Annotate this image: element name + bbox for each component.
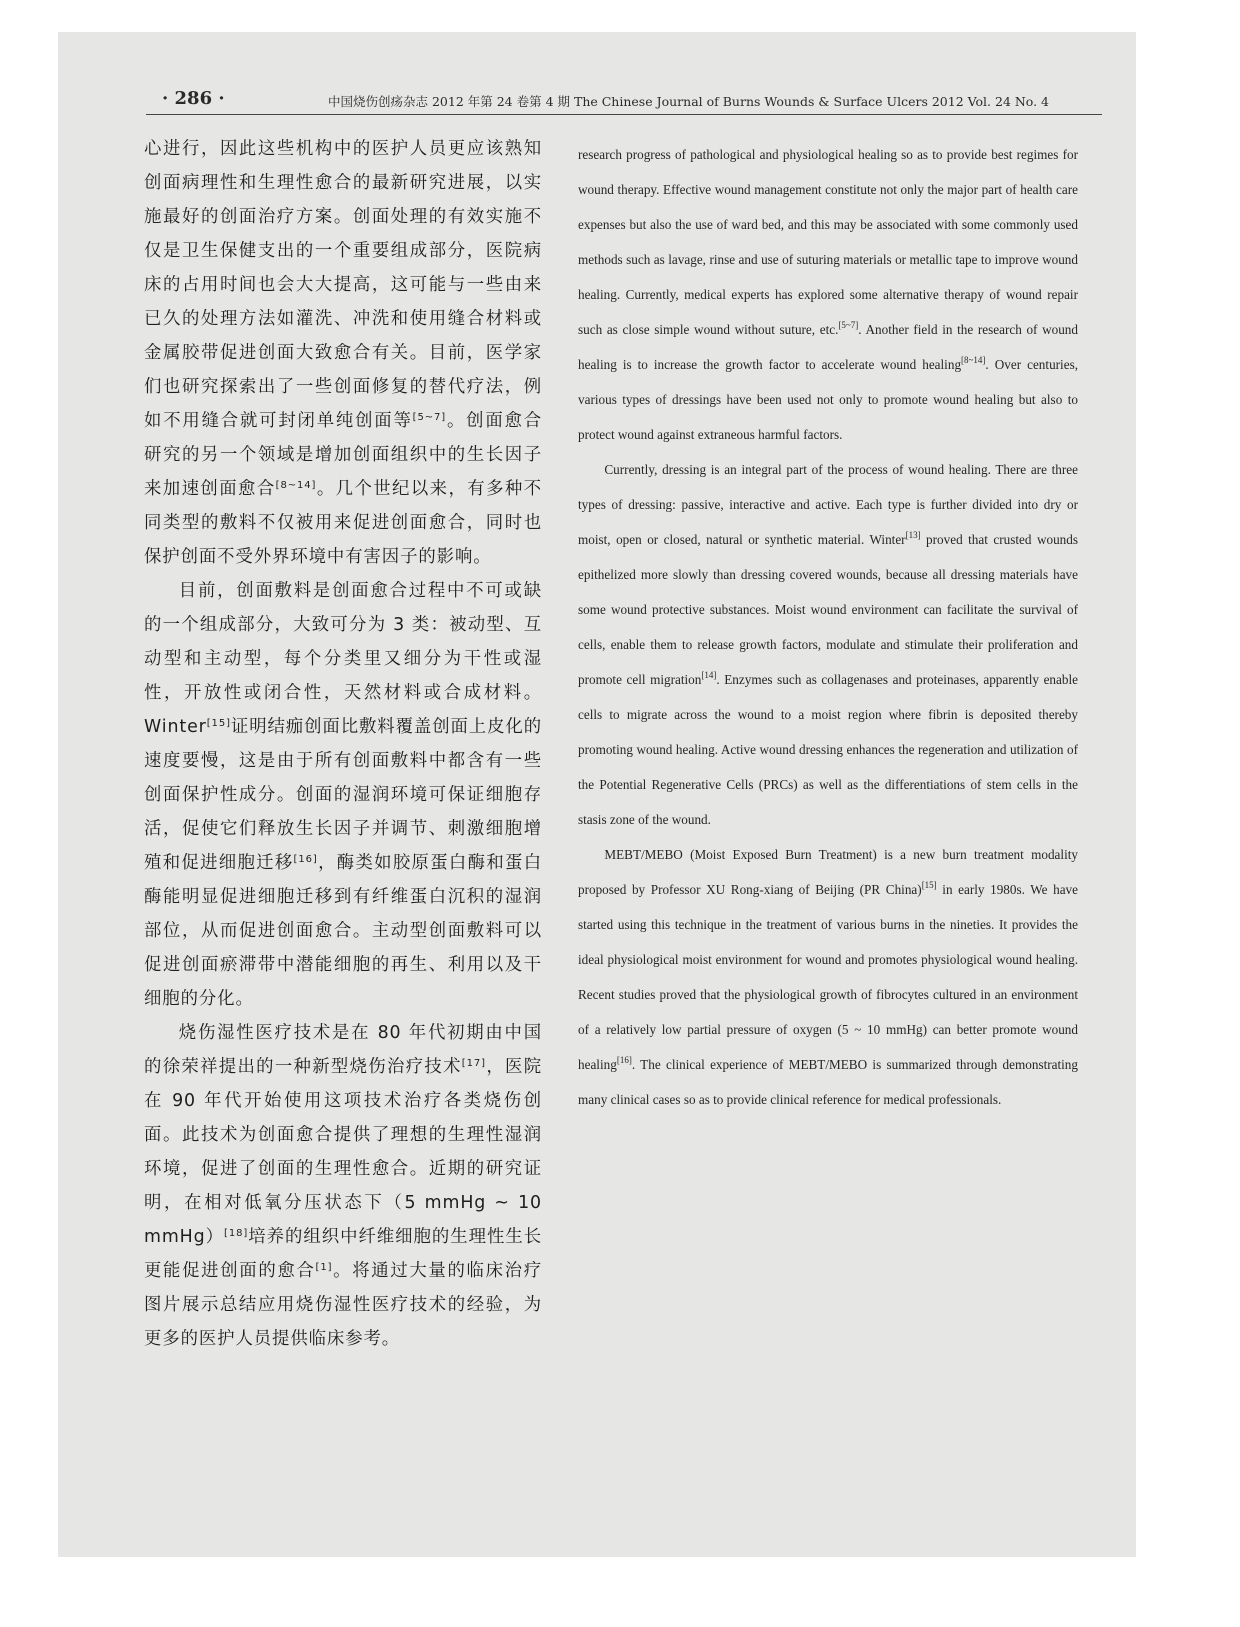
en-p3-text-3: . The clinical experience of MEBT/MEBO is summarized through demonstrating many clinical cases so as to provide clinical reference for medical professionals. (578, 1057, 1078, 1107)
en-p1-citation-2: [8~14] (961, 355, 986, 365)
zh-p3-text-1: 烧伤湿性医疗技术是在 80 年代初期由中国的徐荣祥提出的一种新型烧伤治疗技术 (144, 1023, 542, 1077)
zh-p1-citation-2: [8~14] (275, 480, 317, 491)
zh-p1-citation-1: [5~7] (412, 412, 447, 423)
zh-p2-citation-1: [15] (206, 718, 231, 729)
en-p2-text-2: proved that crusted wounds epithelized more slowly than dressing covered wounds, because all dressing materials have some wound protective substances. Moist wound environment can facilitate the survival of cells, enable them to release growth factors, modulate and stimulate their proliferation and promote cell migration (578, 532, 1078, 687)
english-column (578, 137, 1078, 1117)
page-number: · 286 · (162, 88, 225, 109)
zh-p2-text-1: 目前，创面敷料是创面愈合过程中不可或缺的一个组成部分，大致可分为 3 类：被动型、互动型和主动型，每个分类里又细分为干性或湿性，开放性或闭合性，天然材料或合成材料。Winter (144, 581, 542, 737)
en-p2-citation-2: [14] (701, 670, 717, 680)
zh-p3-citation-3: [1] (315, 1262, 333, 1273)
en-p3-text-1: MEBT/MEBO (Moist Exposed Burn Treatment) is a new burn treatment modality proposed by Professor XU Rong-xiang of Beijing (PR China) (578, 847, 1078, 897)
zh-p3-text-4: 。将通过大量的临床治疗图片展示总结应用烧伤湿性医疗技术的经验，为更多的医护人员提供临床参考。 (144, 1261, 543, 1349)
zh-paragraph-2 (144, 574, 542, 1016)
en-p1-citation-1: [5~7] (838, 320, 859, 330)
zh-p2-citation-2: [16] (293, 854, 318, 865)
running-head: 中国烧伤创疡杂志 2012 年第 24 卷第 4 期 The Chinese Journal of Burns Wounds & Surface Ulcers 2012 Vol. 24 No. 4 (328, 94, 1050, 109)
zh-p3-text-2: ，医院在 90 年代开始使用这项技术治疗各类烧伤创面。此技术为创面愈合提供了理想的生理性湿润环境，促进了创面的生理性愈合。近期的研究证明，在相对低氧分压状态下（5 mmHg ~ 10 mmHg） (144, 1057, 542, 1247)
zh-p1-text-3: 。几个世纪以来，有多种不同类型的敷料不仅被用来促进创面愈合，同时也保护创面不受外界环境中有害因子的影响。 (144, 479, 542, 567)
zh-paragraph-1 (144, 132, 542, 574)
en-p3-citation-1: [15] (921, 880, 937, 890)
en-paragraph-2 (578, 452, 1078, 837)
zh-p3-citation-1: [17] (461, 1058, 486, 1069)
zh-p3-citation-2: [18] (224, 1228, 249, 1239)
en-p2-citation-1: [13] (905, 530, 921, 540)
zh-paragraph-3 (144, 1016, 542, 1356)
chinese-column (144, 132, 542, 1356)
en-p2-text-1: Currently, dressing is an integral part of the process of wound healing. There are three types of dressing: passive, interactive and active. Each type is further divided into dry or moist, open or closed, natural or synthetic material. Winter (578, 462, 1078, 547)
scanned-page (58, 32, 1136, 1557)
en-p3-text-2: in early 1980s. We have started using this technique in the treatment of various burns in the nineties. It provides the ideal physiological moist environment for wound and promotes physiological wound healing. Recent studies proved that the physiological growth of fibrocytes cultured in an environment of a relatively low partial pressure of oxygen (5 ~ 10 mmHg) can better promote wound healing (578, 882, 1078, 1072)
zh-p1-text-2: 。创面愈合研究的另一个领域是增加创面组织中的生长因子来加速创面愈合 (144, 411, 542, 499)
en-p1-text-1: research progress of pathological and physiological healing so as to provide best regimes for wound therapy. Effective wound management constitute not only the major part of health care expenses but also the use of ward bed, and this may be associated with some commonly used methods such as lavage, rinse and use of suturing materials or metallic tape to improve wound healing. Currently, medical experts has explored some alternative therapy of wound repair such as close simple wound without suture, etc. (578, 147, 1078, 337)
en-paragraph-3 (578, 837, 1078, 1117)
en-p1-text-2: . Another field in the research of wound healing is to increase the growth factor to accelerate wound healing (578, 322, 1078, 372)
zh-p2-text-2: 证明结痂创面比敷料覆盖创面上皮化的速度要慢，这是由于所有创面敷料中都含有一些创面保护性成分。创面的湿润环境可保证细胞存活，促使它们释放生长因子并调节、刺激细胞增殖和促进细胞迁移 (144, 717, 542, 873)
header-rule (146, 114, 1102, 115)
en-p1-text-3: . Over centuries, various types of dressings have been used not only to promote wound healing but also to protect wound against extraneous harmful factors. (578, 357, 1078, 442)
en-p3-citation-2: [16] (616, 1055, 632, 1065)
en-p2-text-3: . Enzymes such as collagenases and proteinases, apparently enable cells to migrate across the wound to a moist region where fibrin is deposited thereby promoting wound healing. Active wound dressing enhances the regeneration and utilization of the Potential Regenerative Cells (PRCs) as well as the differentiations of stem cells in the stasis zone of the wound. (578, 672, 1078, 827)
en-paragraph-1 (578, 137, 1078, 452)
zh-p2-text-3: ，酶类如胶原蛋白酶和蛋白酶能明显促进细胞迁移到有纤维蛋白沉积的湿润部位，从而促进创面愈合。主动型创面敷料可以促进创面瘀滞带中潜能细胞的再生、利用以及干细胞的分化。 (144, 853, 542, 1009)
zh-p3-text-3: 培养的组织中纤维细胞的生理性生长更能促进创面的愈合 (144, 1227, 543, 1281)
zh-p1-text-1: 心进行，因此这些机构中的医护人员更应该熟知创面病理性和生理性愈合的最新研究进展，以实施最好的创面治疗方案。创面处理的有效实施不仅是卫生保健支出的一个重要组成部分，医院病床的占用时间也会大大提高，这可能与一些由来已久的处理方法如灌洗、冲洗和使用缝合材料或金属胶带促进创面大致愈合有关。目前，医学家们也研究探索出了一些创面修复的替代疗法，例如不用缝合就可封闭单纯创面等 (144, 139, 542, 431)
